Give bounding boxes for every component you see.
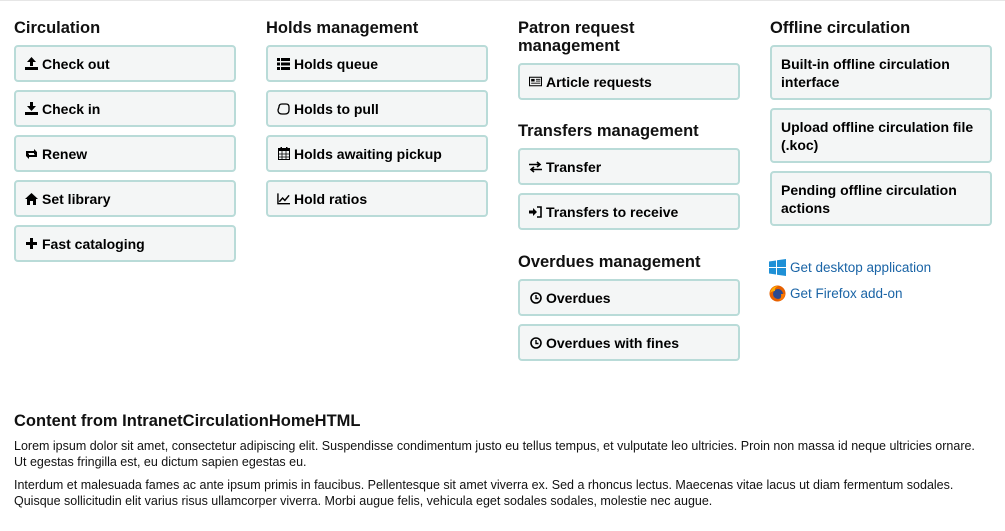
- check-out-label: Check out: [42, 55, 110, 72]
- patron-requests-heading-line1: Patron request: [518, 19, 635, 37]
- hold-ratios-label: Hold ratios: [294, 190, 368, 207]
- fast-cataloging-label: Fast cataloging: [42, 235, 145, 252]
- renew-button[interactable]: [14, 135, 236, 172]
- plus-icon: [25, 237, 38, 251]
- holds-to-pull-button[interactable]: [266, 90, 488, 127]
- exchange-icon: [529, 160, 542, 174]
- builtin-offline-button[interactable]: [770, 45, 992, 100]
- transfers-to-receive-label: Transfers to receive: [546, 203, 679, 220]
- overdues-with-fines-button[interactable]: [518, 324, 740, 361]
- transfers-heading: Transfers management: [518, 122, 699, 140]
- builtin-offline-label-line1: Built-in offline circulation: [781, 56, 950, 72]
- clock-icon: [529, 291, 542, 305]
- patron-requests-heading: [518, 19, 740, 55]
- firefox-icon: [769, 285, 786, 302]
- home-icon: [25, 192, 38, 206]
- upload-offline-file-button[interactable]: [770, 108, 992, 163]
- offline-links: [769, 254, 931, 306]
- transfer-label: Transfer: [546, 158, 602, 175]
- sign-in-icon: [529, 205, 542, 219]
- download-icon: [25, 102, 38, 116]
- content-paragraph-1: Lorem ipsum dolor sit amet, consectetur adipiscing elit. Suspendisse condimentum justo eu tellus tempus, et vulputate leo ultricies. Proin non massa id neque ultricies ornare. Ut egestas fringilla est, eu dictum sapien egestas eu.: [14, 439, 975, 469]
- check-out-button[interactable]: [14, 45, 236, 82]
- holds-section: [266, 19, 488, 217]
- holds-awaiting-pickup-label: Holds awaiting pickup: [294, 145, 442, 162]
- get-desktop-application-label: Get desktop application: [790, 259, 932, 275]
- upload-icon: [25, 57, 38, 71]
- list-icon: [277, 57, 290, 71]
- renew-label: Renew: [42, 145, 88, 162]
- check-in-button[interactable]: [14, 90, 236, 127]
- offline-heading: Offline circulation: [770, 19, 911, 37]
- retweet-icon: [25, 147, 38, 161]
- pending-offline-actions-label: [781, 181, 957, 217]
- content-heading: Content from IntranetCirculationHomeHTML: [14, 412, 361, 430]
- circulation-section: [14, 19, 236, 262]
- circulation-heading: Circulation: [14, 19, 101, 37]
- upload-offline-file-label-line1: Upload offline circulation file: [781, 119, 974, 135]
- set-library-button[interactable]: [14, 180, 236, 217]
- pending-offline-actions-label-line2: actions: [781, 200, 831, 216]
- holds-to-pull-label: Holds to pull: [294, 100, 379, 117]
- overdues-with-fines-label: Overdues with fines: [546, 334, 680, 351]
- pending-offline-actions-label-line1: Pending offline circulation: [781, 182, 957, 198]
- overdues-button[interactable]: [518, 279, 740, 316]
- top-border: [0, 0, 1005, 1]
- article-requests-label: Article requests: [546, 73, 652, 90]
- builtin-offline-label: [781, 55, 950, 91]
- clock-icon: [529, 336, 542, 350]
- line-chart-icon: [277, 192, 290, 206]
- offline-section: [770, 19, 992, 226]
- check-in-label: Check in: [42, 100, 101, 117]
- calendar-icon: [277, 147, 290, 161]
- get-desktop-application-link[interactable]: [769, 254, 931, 280]
- overdues-heading: Overdues management: [518, 253, 701, 271]
- upload-offline-file-label: [781, 118, 973, 154]
- windows-icon: [769, 259, 786, 276]
- builtin-offline-label-line2: interface: [781, 74, 840, 90]
- hand-icon: [277, 102, 290, 116]
- intranet-content: [14, 412, 989, 516]
- article-requests-button[interactable]: [518, 63, 740, 100]
- holds-queue-button[interactable]: [266, 45, 488, 82]
- upload-offline-file-label-line2: (.koc): [781, 137, 819, 153]
- content-paragraph-2: Interdum et malesuada fames ac ante ipsum primis in faucibus. Pellentesque sit amet viverra ex. Sed a rhoncus lectus. Maecenas vitae lacus ut diam fermentum sodales. Quisque sollicitudin elit varius risus ullamcorper viverra. Morbi augue felis, vehicula eget sodales sodales, molestie nec augue.: [14, 478, 954, 508]
- patron-requests-heading-line2: management: [518, 37, 620, 55]
- set-library-label: Set library: [42, 190, 111, 207]
- pending-offline-actions-button[interactable]: [770, 171, 992, 226]
- holds-heading: Holds management: [266, 19, 419, 37]
- overdues-label: Overdues: [546, 289, 611, 306]
- get-firefox-addon-label: Get Firefox add-on: [790, 285, 903, 301]
- holds-awaiting-pickup-button[interactable]: [266, 135, 488, 172]
- transfer-button[interactable]: [518, 148, 740, 185]
- fast-cataloging-button[interactable]: [14, 225, 236, 262]
- get-firefox-addon-link[interactable]: [769, 280, 931, 306]
- newspaper-icon: [529, 75, 542, 89]
- holds-queue-label: Holds queue: [294, 55, 379, 72]
- patron-requests-section: [518, 19, 740, 361]
- transfers-to-receive-button[interactable]: [518, 193, 740, 230]
- hold-ratios-button[interactable]: [266, 180, 488, 217]
